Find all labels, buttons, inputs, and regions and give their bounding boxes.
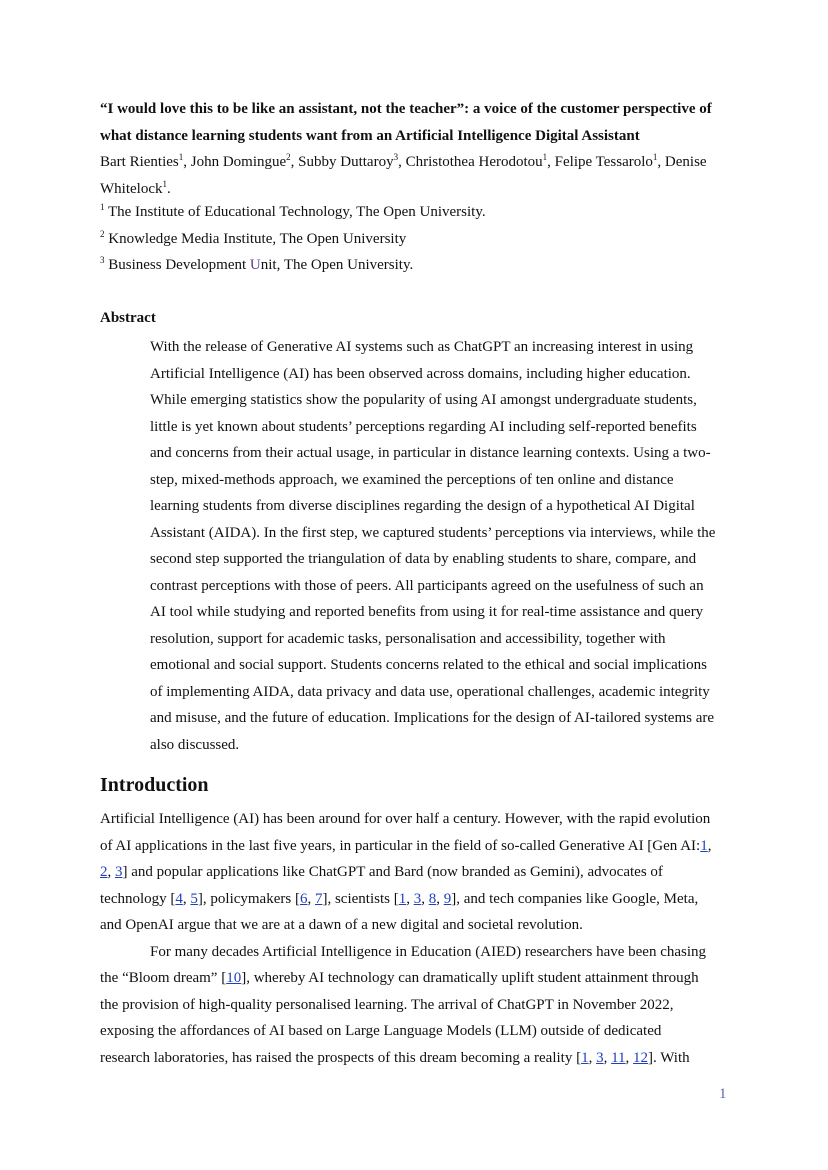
citation-link[interactable]: 8 — [428, 890, 437, 907]
author-list — [100, 149, 707, 202]
citation-link[interactable]: 5 — [190, 890, 198, 907]
abstract-line: of implementing AIDA, data privacy and data use, operational challenges, academic integrity — [150, 683, 710, 700]
affiliation-1 — [100, 204, 486, 221]
body-line: the provision of high-quality personalised learning. The arrival of ChatGPT in November 2022, — [100, 996, 674, 1013]
author-name: , Christothea Herodotou — [398, 154, 543, 170]
paper-title — [100, 96, 740, 149]
affiliation-2 — [100, 231, 406, 248]
body-line — [100, 859, 740, 886]
body-line: Artificial Intelligence (AI) has been around for over half a century. However, with the rapid evolution — [100, 811, 711, 827]
abstract-line: contrast perceptions with those of peers. All participants agreed on the usefulness of such an — [150, 577, 704, 594]
body-text: ], whereby AI technology can dramatically uplift student attainment through — [241, 970, 699, 986]
citation-link[interactable]: 11 — [611, 1049, 626, 1066]
body-text: , — [107, 864, 115, 880]
affiliation-text: The Institute of Educational Technology, The Open University. — [107, 204, 486, 220]
author-line-2 — [100, 176, 707, 203]
author-name: , Felipe Tessarolo — [547, 154, 653, 170]
body-text: ], scientists [ — [322, 890, 399, 907]
body-text: ], policymakers [ — [197, 890, 300, 907]
affiliation-text: nit, The Open University. — [260, 257, 414, 273]
abstract-line: learning students from diverse disciplines regarding the design of a hypothetical AI Digital — [150, 498, 695, 514]
affiliation-text: Knowledge Media Institute, The Open University — [108, 231, 407, 247]
citation-link[interactable]: 4 — [175, 890, 183, 907]
citation-link[interactable]: 1 — [581, 1049, 589, 1066]
body-text: ], and tech companies like Google, Meta, — [451, 890, 699, 907]
affiliation-marker: 1 — [162, 178, 167, 189]
body-text: ] and popular applications like ChatGPT and Bard (now branded as Gemini), advocates of — [122, 864, 663, 880]
body-text: ]. With — [648, 1049, 690, 1066]
abstract-line: With the release of Generative AI systems such as ChatGPT an increasing interest in using — [150, 339, 694, 355]
affiliation-marker: 1 — [652, 152, 658, 162]
citation-link[interactable]: 9 — [443, 890, 452, 907]
author-name: , Denise — [657, 154, 707, 170]
introduction-body — [100, 806, 740, 1071]
body-text: , — [603, 1049, 612, 1066]
body-text: , — [625, 1049, 634, 1066]
citation-link[interactable]: 1 — [700, 837, 708, 854]
body-line: and OpenAI argue that we are at a dawn of a new digital and societal revolution. — [100, 917, 583, 933]
page-number: 1 — [719, 1086, 727, 1102]
title-line-2: what distance learning students want from an Artificial Intelligence Digital Assistant — [100, 127, 640, 144]
abstract-line: While emerging statistics show the popularity of using AI amongst undergraduate students, — [150, 392, 697, 408]
citation-link[interactable]: 7 — [314, 890, 323, 907]
affiliation-marker: 3 — [393, 152, 399, 162]
abstract-body — [150, 334, 740, 758]
abstract-line: little is yet known about students’ perceptions regarding AI including self-reported benefits — [150, 418, 697, 435]
abstract-line: step, mixed-methods approach, we examined the perceptions of ten online and distance — [150, 471, 674, 488]
abstract-line: also discussed. — [150, 736, 240, 753]
affiliation-number: 3 — [100, 255, 105, 265]
affiliation-number: 2 — [100, 229, 105, 239]
affiliation-text-highlight: U — [249, 257, 261, 273]
body-text: the “Bloom dream” [ — [100, 970, 227, 986]
affiliation-number: 1 — [100, 202, 105, 212]
affiliation-3 — [100, 257, 413, 274]
author-name: , Subby Duttaroy — [290, 154, 394, 170]
body-text: , — [307, 890, 315, 907]
author-name: Bart Rienties — [100, 154, 179, 170]
body-text: , — [436, 890, 444, 907]
body-text: of AI applications in the last five years, in particular in the field of so-called Generative AI [Gen AI: — [100, 837, 701, 854]
affiliation-marker: 2 — [286, 152, 291, 162]
abstract-line: Artificial Intelligence (AI) has been observed across domains, including higher education. — [150, 365, 691, 382]
citation-link[interactable]: 3 — [413, 890, 422, 907]
abstract-heading: Abstract — [100, 310, 156, 326]
title-line-1: “I would love this to be like an assistant, not the teacher”: a voice of the customer perspective of — [100, 101, 712, 117]
body-text: , — [406, 890, 414, 907]
affiliation-marker: 1 — [178, 152, 184, 162]
abstract-line: AI tool while studying and reported benefits from using it for real-time assistance and query — [150, 604, 704, 620]
body-line: exposing the affordances of AI based on Large Language Models (LLM) outside of dedicated — [100, 1023, 662, 1039]
abstract-line: and misuse, and the future of education. Implications for the design of AI-tailored systems are — [150, 710, 715, 726]
author-punctuation: . — [166, 180, 171, 197]
abstract-line: Assistant (AIDA). In the first step, we captured students’ perceptions via interviews, while the — [150, 524, 716, 541]
body-line — [100, 886, 740, 913]
author-line-1 — [100, 149, 707, 176]
author-name: , John Domingue — [183, 154, 287, 170]
citation-link[interactable]: 2 — [100, 864, 108, 880]
body-text: research laboratories, has raised the prospects of this dream becoming a reality [ — [100, 1049, 582, 1066]
citation-link[interactable]: 10 — [226, 970, 242, 986]
body-text: technology [ — [100, 890, 176, 907]
abstract-line: resolution, support for academic tasks, personalisation and accessibility, together with — [150, 630, 666, 647]
body-text: , — [421, 890, 429, 907]
citation-link[interactable]: 3 — [596, 1049, 604, 1066]
affiliation-marker: 1 — [542, 152, 548, 162]
affiliation-text: Business Development — [108, 257, 250, 273]
body-text: , — [707, 837, 712, 854]
body-line — [100, 833, 740, 860]
body-text: , — [182, 890, 191, 907]
citation-link[interactable]: 3 — [115, 864, 123, 880]
body-text: , — [588, 1049, 597, 1066]
citation-link[interactable]: 1 — [398, 890, 407, 907]
abstract-line: emotional and social support. Students concerns related to the ethical and social implications — [150, 657, 707, 673]
body-line — [100, 965, 740, 992]
introduction-heading: Introduction — [100, 774, 209, 796]
abstract-line: and concerns from their actual usage, in particular in distance learning contexts. Using a two- — [150, 445, 711, 461]
body-line: For many decades Artificial Intelligence in Education (AIED) researchers have been chasing — [150, 943, 707, 960]
citation-link[interactable]: 12 — [633, 1049, 649, 1066]
author-name: Whitelock — [100, 180, 163, 197]
citation-link[interactable]: 6 — [299, 890, 308, 907]
body-line — [100, 1045, 740, 1072]
abstract-line: second step supported the triangulation of data by enabling students to share, compare, and — [150, 551, 697, 567]
